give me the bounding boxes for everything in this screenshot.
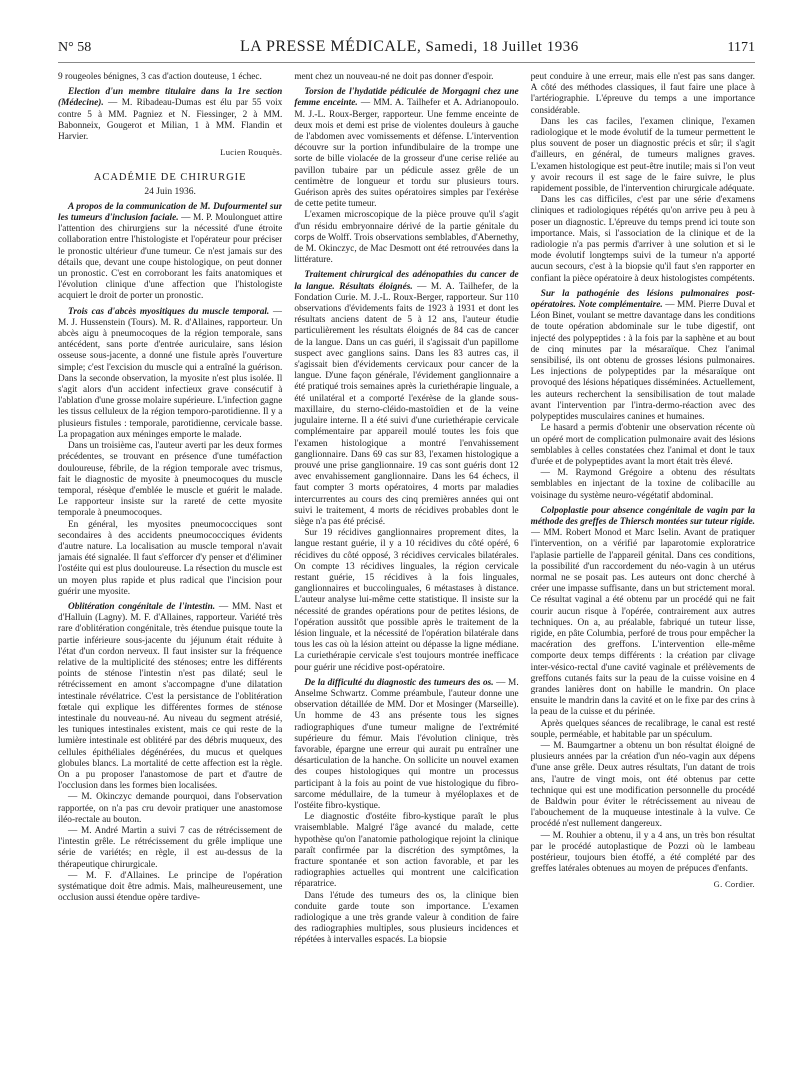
article-title: Colpoplastie pour absence congénitale de vagin par la méthode des greffes de Thiersch montées sur tuteur rigide. [530,505,755,527]
article-body: — M. P. Moulonguet attire l'attention des chirurgiens sur la nécessité d'une étroite collaboration entre l'histologiste et l'opérateur pour préciser le pronostic ultérieur d'une tumeur. Ce n'est jamais sur des détails que, devant une coupe histologique, on peut donner un pronostic. C'est en corroborant les faits anatomiques et l'évolution clinique d'une affection que l'histologiste acquiert le droit de porter un pronostic. [58,213,283,302]
article-title: Torsion de l'hydatide pédiculée de Morgagni chez une femme enceinte. [294,87,519,109]
paragraph [58,307,282,441]
section-title: ACADÉMIE DE CHIRURGIE [93,172,247,184]
paragraph: — M. Raymond Grégoire a obtenu des résultats semblables en injectant de la toxine de colibacille au voisinage du système neuro-végétatif abdominal. [530,468,755,501]
page-header [58,38,755,63]
paragraph: — M. F. d'Allaines. Le principe de l'opération systématique doit être admis. Mais, malheureusement, une occlusion aussi étendue opère tardive- [58,870,283,904]
article-title: Sur la pathogénie des lésions pulmonaires post-opératoires. Note complémentaire. [530,288,755,311]
paragraph [294,270,518,528]
paragraph: — M. Baumgartner a obtenu un bon résultat éloigné de plusieurs années par la création d'un néo-vagin aux dépens d'une anse grêle. Deux autres résultats, l'un datant de trois ans, l'autre de vingt mois, ont été obtenus par cette technique qui est une modification personnelle du procédé de Baldwin pour éviter le rétrécissement au niveau de l'abouchement de la muqueuse intestinale à la vulve. Ce procédé n'est nullement dangereux. [530,740,755,830]
paragraph: Le hasard a permis d'obtenir une observation récente où un opéré mort de complication pulmonaire avait des lésions semblables à celles constatées chez l'animal et dont le taux d'urée et de polypeptides avant la mort était très élevé. [530,423,755,467]
paragraph: Sur 19 récidives ganglionnaires proprement dites, la langue restant guérie, il y a 10 récidives du côté opéré, 6 récidives du côté opposé, 3 récidives cervicales bilatérales. On compte 13 récidives linguales, la région cervicale restant guérie, 15 récidives à la fois linguales, ganglionnaires et buccolinguales, 6 métastases à distance. L'auteur analyse lui-même cette statistique. Il insiste sur la nécessité de grandes opérations pour de petites lésions, de l'opération aussitôt que possible après le traitement de la lésion linguale, et la nécessité de l'opération bilatérale dans tous les cas où la lésion atteint ou dépasse la ligne médiane. La curiethérapie cervicale s'est toujours montrée inefficace pour guérir une récidive post-opératoire. [294,528,519,673]
paragraph: — M. André Martin a suivi 7 cas de rétrécissement de l'intestin grêle. Le rétrécissement du grêle implique une série de variétés; en règle, il est au-dessus de la thérapeutique chirurgicale. [58,826,283,870]
paragraph: 9 rougeoles bénignes, 3 cas d'action douteuse, 1 échec. [58,72,262,82]
paragraph: peut conduire à une erreur, mais elle n'est pas sans danger. A côté des méthodes classiques, il faut faire une place à l'artériographie. L'épreuve du temps a une importance considérable. [530,72,755,116]
article-body: — M. Ribadeau-Dumas est élu par 55 voix contre 5 à MM. Pagniez et N. Fiessinger, 2 à MM. Babonneix, Gougerot et Milian, 1 à MM. Flandin et Harvier. [58,98,283,143]
page-number: 1171 [727,40,755,55]
article-body: — MM. Robert Monod et Marc Iselin. Avant de pratiquer l'intervention, on a vérifié par laparotomie exploratrice l'aplasie partielle de l'appareil génital. Dans ces conditions, la possibilité d'un raccordement du néo-vagin à un utérus normal ne se posait pas. Les auteurs ont donc cherché à créer une impasse suffisante, dans un but strictement moral. Ce résultat vaginal a été obtenu par un procédé qui ne fait courir aucun risque à l'opérée, contrairement aux autres techniques. On a, au préalable, fabriqué un tuteur lisse, rigide, en pâte Columbia, perforé de trous pour empêcher la macération des greffons. L'intervention elle-même comporte deux temps différents : la création par clivage inter-vésico-rectal d'une cavité vaginale et prélèvements de greffons cutanés faits sur la peau de la cuisse voisine en 4 grandes lanières dont on habille le mandrin. On place ensuite le mandrin dans la cavité et on le fixe par des crins à la peau de la cuisse et du périnée. [530,528,755,718]
paragraph: — M. Okinczyc demande pourquoi, dans l'observation rapportée, on n'a pas cru devoir pratiquer une anastomose iléo-rectale au bouton. [58,792,283,825]
publication-name: LA PRESSE MÉDICALE [240,38,418,55]
paragraph [531,289,755,423]
paragraph: ment chez un nouveau-né ne doit pas donner d'espoir. [294,72,494,82]
column-3 [531,72,755,1072]
article-title: A propos de la communication de M. Dufourmentel sur les tumeurs d'inclusion faciale. [58,201,283,224]
paragraph: Dans un troisième cas, l'auteur averti par les deux formes précédentes, se trouvant en présence d'une tuméfaction douloureuse, fébrile, de la région temporale avec trismus, fait le diagnostic de myosite à pneumocoques du muscle temporal, résèque d'emblée le muscle et guérit le malade. Le rapporteur insiste sur la rareté de cette myosite temporale à pneumocoques. [58,441,283,519]
article-title: De la difficulté du diagnostic des tumeurs des os. [304,677,494,688]
article-body: — M. J. Hussenstein (Tours). M. R. d'Allaines, rapporteur. Un abcès aigu à pneumocoques de la région temporale, sans antécédent, sans porte d'entrée auriculaire, sans lésion osseuse sous-jacente, a donné une fistule après l'ouverture simple; c'est l'excision du muscle qui a entraîné la guérison. Dans la seconde observation, la myosite n'est plus isolée. Il s'agit alors d'un accident infectieux grave consécutif à l'ablation d'une grosse molaire supérieure. L'infection gagne les tissus celluleux de la région temporo-parotidienne. Il y a plusieurs fistules : temporale, parotidienne, cervicale basse. La propagation aux méninges emporte le malade. [58,306,283,440]
paragraph: Dans les cas faciles, l'examen clinique, l'examen radiologique et le mode évolutif de la tumeur permettent le plus souvent de poser un diagnostic précis et sûr; il s'agit d'ailleurs, en général, de tumeurs malignes graves. L'examen histologique est peut-être inutile; mais si l'on veut y avoir recours il est sage de le faire suivre, le plus rapidement possible, de l'intervention chirurgicale adéquate. [530,116,755,195]
paragraph: Dans l'étude des tumeurs des os, la clinique bien conduite garde toute son importance. L'examen radiologique a une très grande valeur à condition de faire des radiographies multiples, sous plusieurs incidences et répétées à intervalles espacés. La biopsie [294,890,519,946]
issue-date: , Samedi, 18 Juillet 1936 [417,39,579,55]
paragraph [294,87,518,210]
article-body: — MM. A. Tailhefer et A. Adrianopoulo. M. J.-L. Roux-Berger, rapporteur. Une femme enceinte de deux mois et demi est prise de violentes douleurs à gauche de l'abdomen avec vomissements et défense. L'intervention découvre sur la portion infundibulaire de la trompe une sorte de bille violacée de la grosseur d'une cerise reliée au pavillon tubaire par un pédicule assez grêle de un centimètre de longueur et tordu sur plusieurs tours. Guérison après des suites opératoires simples par l'exérèse de cette petite tumeur. [294,98,519,210]
masthead [240,38,579,56]
paragraph [294,678,518,812]
issue-number: N° 58 [58,40,92,55]
paragraph: En général, les myosites pneumococciques sont secondaires à des accidents pneumococciques évidents d'autre nature. La localisation au muscle temporal n'avait jamais été signalée. Il faut s'efforcer d'y penser et d'éliminer l'ostéite qui est plus douloureuse. La résection du muscle est un moyen plus rapide et plus radical que l'incision pour guérir une myosite. [58,519,283,597]
paragraph: L'examen microscopique de la pièce prouve qu'il s'agit d'un résidu embryonnaire dérivé de la partie génitale du corps de Wolff. Trois observations semblables, d'Abernethy, de M. Okinczyc, de Mac Desmott ont été retrouvées dans la littérature. [294,210,519,266]
signature: G. Cordier. [713,879,755,890]
paragraph [58,602,282,792]
paragraph: Dans les cas difficiles, c'est par une série d'examens cliniques et radiologiques répétés qu'on arrive peu à peu à poser un diagnostic. L'épreuve du temps prend ici toute son importance. Mais, si l'association de la clinique et de la radiologie n'a pas permis d'arriver à une solution et si le mode évolutif longtemps suivi de la tumeur n'a apporté aucun secours, c'est à la biopsie qu'il faut s'en rapporter en confiant la pièce opératoire à deux histologistes compétents. [530,195,755,284]
article-title: Traitement chirurgical des adénopathies du cancer de la langue. Résultats éloignés. [294,270,519,292]
article-body: — MM. Nast et d'Halluin (Lagny). M. F. d'Allaines, rapporteur. Variété très rare d'oblitération congénitale, très étendue puisque toute la partie inférieure sous-jacente du jéjunum était réduite à l'état d'un cordon nerveux. Il faut insister sur la fréquence relative de la multiplicité des sténoses; entre les différents points de sténose l'intestin n'est pas dilaté; seul le rétrécissement en amont s'accompagne d'une dilatation intestinale révélatrice. C'est la persistance de l'oblitération fœtale qui explique les différentes formes de sténose intestinale du nouveau-né. Au niveau du segment atrésié, les tuniques intestinales existent, mais ce qui reste de la lumière intestinale est oblitéré par des débris muqueux, des cellules épithéliales dégénérées, du mucus et quelques globules blancs. La mortalité de cette affection est la règle. On a pu proposer l'anastomose de part et d'autre de l'occlusion dans les formes bien localisées. [58,601,283,792]
paragraph: — M. Rouhier a obtenu, il y a 4 ans, un très bon résultat par le procédé autoplastique de Pozzi où le lambeau postérieur, toujours bien étoffé, a été complété par des greffes latérales obtenues au moyen de prépuces d'enfants. [530,830,755,875]
signature: Lucien Rouquès. [220,147,283,158]
column-1 [58,72,282,1072]
column-2 [294,72,518,1072]
section-date: 24 Juin 1936. [144,186,196,197]
article-title: Election d'un membre titulaire dans la 1re section (Médecine). [58,87,283,109]
paragraph [58,87,282,143]
text-columns [58,72,755,1072]
article-body: — MM. Pierre Duval et Léon Binet, voulant se mettre davantage dans les conditions de toute opération abdominale sur le tube digestif, ont injecté des polypeptides : à la fois par la saphène et au bout de cinq minutes par la mésaraïque. Chez l'animal sensibilisé, ils ont obtenu de grosses lésions pulmonaires. Les injections de polypeptides par la mésaraïque ont provoqué des lésions hépatiques disséminées. Actuellement, les auteurs recherchent la sensibilisation de tout malade avant l'intervention par l'intra-dermo-réaction avec des polypeptides musculaires canines et humaines. [530,300,755,423]
paragraph: Le diagnostic d'ostéite fibro-kystique paraît le plus vraisemblable. Malgré l'âge avancé du malade, cette hypothèse qu'on l'anatomie pathologique rejoint la clinique paraît confirmée par la discrétion des symptômes, la fracture spontanée et son action favorable, et par les radiographies actuelles qui montrent une calcification réparatrice. [294,812,519,890]
article-title: Oblitération congénitale de l'intestin. [68,601,216,612]
paragraph [531,506,755,719]
article-body: — M. Anselme Schwartz. Comme préambule, l'auteur donne une observation détaillée de MM. Dor et Mosinger (Marseille). Un homme de 43 ans présente tous les signes radiographiques d'une tumeur maligne de l'extrémité supérieure du fémur. Mais l'évolution clinique, très favorable, épargne une erreur qui aurait pu entraîner une désarticulation de la hanche. On sollicite un nouvel examen des coupes histologiques qui montre un processus participant à la fois au point de vue histologique du fibro-sarcome médullaire, de la tumeur à myéloplaxes et de l'ostéite fibro-kystique. [294,677,519,811]
article-title: Trois cas d'abcès myositiques du muscle temporal. [68,306,270,317]
article-body: — M. A. Tailhefer, de la Fondation Curie. M. J.-L. Roux-Berger, rapporteur. Sur 110 observations d'évidements faits de 1923 à 1931 et dont les résultats anciens datent de 5 à 12 ans, l'auteur étudie particulièrement les résultats éloignés de 84 cas de cancer de la langue. Dans un cas guéri, il s'agissait d'un papillome suspect avec ganglions sains. Dans les 83 autres cas, il s'agissait bien d'évidements cervicaux pour cancer de la langue. D'une façon générale, l'évidement ganglionnaire a été pratiqué trois semaines après la curiethérapie linguale, a été unilatéral et a comporté l'exérèse de la glande sous-maxillaire, du sterno-cléido-mastoïdien et de la veine jugulaire interne. Il a été suivi d'une curiethérapie cervicale complémentaire par appareil moulé toutes les fois que l'examen histologique a montré l'envahissement ganglionnaire. Dans 69 cas sur 83, l'examen histologique a prouvé une prise ganglionnaire. 19 cas sont guéris dont 12 avec envahissement ganglionnaire. Dans les 64 échecs, il faut compter 3 morts opératoires, 4 morts par maladies intercurrentes au cours des cinq premières années qui ont suivi le traitement, 4 morts de récidives probables dont le siège n'a pas été précisé. [294,281,519,527]
paragraph: Après quelques séances de recalibrage, le canal est resté souple, perméable, et habitable par un spéculum. [530,718,755,740]
paragraph [58,202,282,303]
